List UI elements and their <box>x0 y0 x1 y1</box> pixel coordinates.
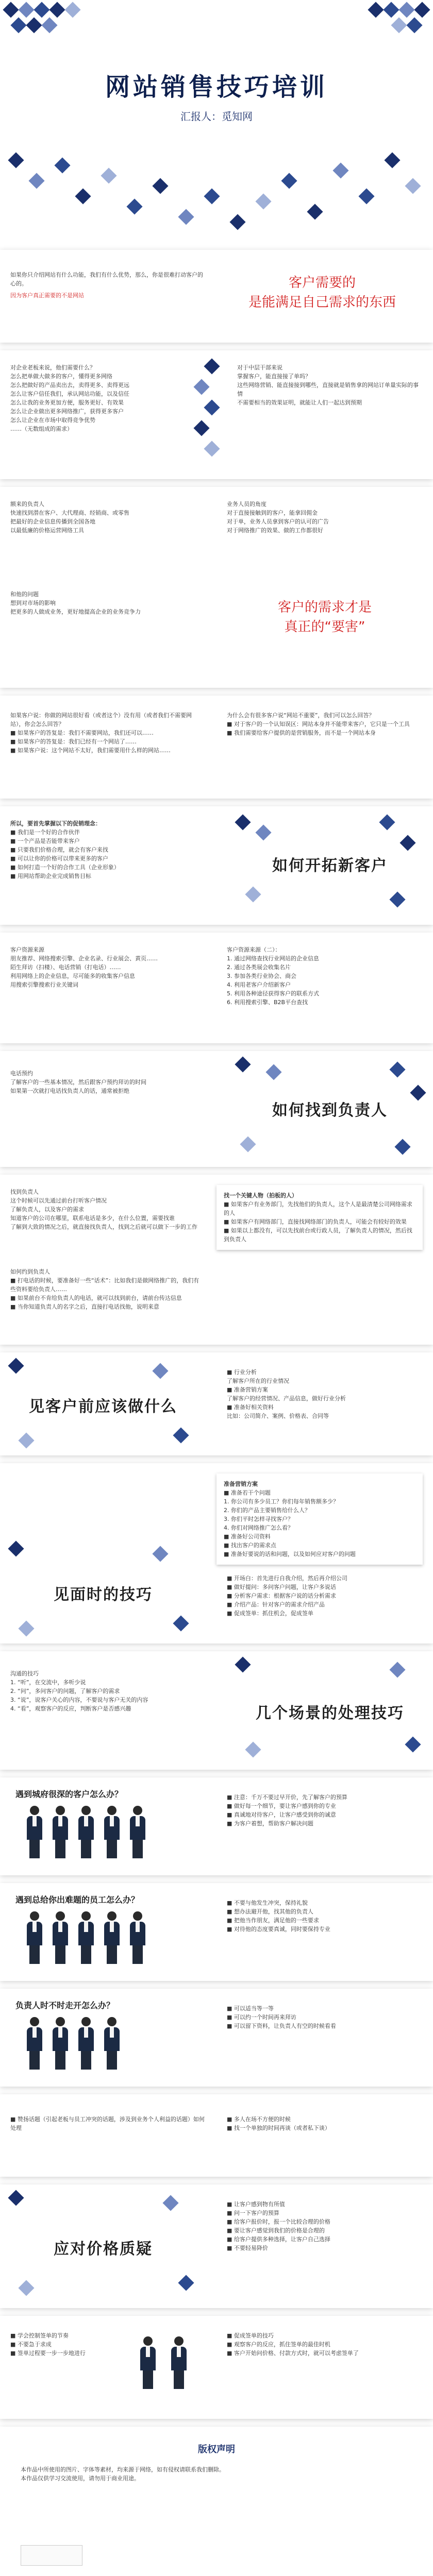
slide10-right-line: ■ 准备好相关资料 <box>227 1404 274 1411</box>
person-figure <box>26 1911 43 1964</box>
slide6-bullet: ■ 可以让你的价格可以带来更多的客户 <box>10 855 108 862</box>
slide11-right-line: 准备营销方案 <box>224 1481 258 1487</box>
slide4-left-line: 额来的负责人 <box>10 501 44 507</box>
slide4-left-line: 快速找到潜在客户、大代理商、经销商、或零售 <box>10 510 129 516</box>
slide3-left-line: ……（无数组成的需求） <box>10 426 73 432</box>
answer-line: ■ 可以留下资料，让负责人有空的时候看看 <box>227 2023 336 2029</box>
intro-line-1: 如果你只介绍网站有什么功能，我们有什么优势，那么，你是很难打动客户的心的。 <box>10 272 203 287</box>
slide4-right <box>227 500 423 535</box>
slide11-right-box <box>216 1473 423 1565</box>
slide17-right-line: ■ 让客户感到物有所值 <box>227 2201 285 2208</box>
slide7-right-line: 客户资源来源（二）： <box>227 946 281 953</box>
slide12-left-line: 2. “问”，多问客户的问题，了解客户的需求 <box>10 1688 120 1694</box>
slide9-right-line: ■ 如果客户有网络部门，直接找网络部门的负责人，可能会有较好的效果 <box>224 1218 407 1225</box>
slide6-bullet: ■ 一个产品是否能带来客户 <box>10 838 80 844</box>
slide17-right-line: ■ 给客户报价时，报一个比较合理的价格 <box>227 2218 330 2225</box>
slide11-right-line: 1. 你公司有多少员工？你们每年销售额多少？ <box>224 1498 339 1505</box>
slide11-right-line: ■ 准备好要说的话和问题，以及如何应对客户的问题 <box>224 1551 356 1557</box>
answer-line: ■ 注意：千万不要过早开价，先了解客户的预算 <box>227 1794 347 1801</box>
slide6-bullet: ■ 用网站帮助企业完成销售目标 <box>10 873 91 879</box>
cover-mosaic-top-left <box>0 0 119 46</box>
slide9-left-b-line: ■ 如果前台不肯给负责人的电话，就可以找到前台，请前台传达信息 <box>10 1295 182 1301</box>
slide3-left-line: 怎么让企业做出更多网络推广，获得更多客户 <box>10 408 124 415</box>
answer-line: ■ 不要与他发生冲突，保持礼貌 <box>227 1900 308 1906</box>
slide6-bullet: ■ 我们是一个好的合作伙伴 <box>10 829 80 836</box>
slide9-right-line: ■ 如果以上都没有，可以先找前台或行政人员，了解负责人的情况，然后找到负责人 <box>224 1227 412 1243</box>
scenario-question: 遇到城府很深的客户怎么办？ <box>15 1789 123 1799</box>
slide-contact-decision-maker <box>0 1175 433 1345</box>
slide18-left-line: ■ 签单过程要一步一步地进行 <box>10 2350 86 2357</box>
slide7-left-line: 客户资源来源 <box>10 946 44 953</box>
slide18-right <box>227 2331 423 2358</box>
slide8-left-line: 如果第一次就打电话找负责人的话，通常被拒绝 <box>10 1088 129 1094</box>
answer-line: ■ 想办法避开他，找其他的负责人 <box>227 1908 313 1915</box>
slide10-right-line: 了解客户的经营情况、产品信息，做好行业分析 <box>227 1395 346 1402</box>
answer-line: ■ 把他当作朋友，满足他的一些要求 <box>227 1917 319 1924</box>
copyright-text <box>21 2465 412 2483</box>
slide-customer-needs <box>0 250 433 343</box>
slide7-right-line: 5. 利用各种途径获得客户的联系方式 <box>227 990 319 997</box>
slide5-right-line: 为什么会有很多客户说“网站不重要”，我们可以怎么回答？ <box>227 712 375 719</box>
slide11-box-2 <box>227 1574 423 1618</box>
slide18-left-line: ■ 学会控制签单的节奏 <box>10 2332 69 2339</box>
cover-mosaic-bottom <box>0 144 433 242</box>
slide7-left-line: 陌生拜访（扫楼）、电话营销（打电话）…… <box>10 964 121 971</box>
slide7-right-line: 2. 通过各类展会收集名片 <box>227 964 291 971</box>
slide5-right-line: ■ 对于客户的一个认知误区：网站本身并不能带来客户，它只是一个工具 <box>227 721 410 727</box>
slide5-right <box>227 711 423 737</box>
slide9-left-line: 知道客户的公司在哪里，联系电话是多少，在什么位置，需要找谁 <box>10 1215 175 1222</box>
slide3-left-line: 怎么让企业在市场中取得竞争优势 <box>10 417 95 423</box>
slide9-right-line: 找一个关键人物（拍板的人） <box>224 1192 297 1199</box>
slide8-left <box>10 1069 196 1095</box>
slide15-answers <box>227 2004 423 2030</box>
slide-new-customers <box>0 806 433 925</box>
slide7-left-line: 用搜索引擎搜索行业关键词 <box>10 981 78 988</box>
slide4-left-line: 以最低廉的价格运营网络工具 <box>10 527 84 534</box>
slide11-box-line: ■ 促成签单：抓住机会，促成签单 <box>227 1610 313 1617</box>
slide7-right-line: 3. 参加各类行业协会、商会 <box>227 973 296 979</box>
slide10-right-line: ■ 准备营销方案 <box>227 1386 268 1393</box>
slide4-right-line: 对于单，业务人员拿到客户的认可的广告 <box>227 518 329 525</box>
scenario-question: 负责人时不时走开怎么办？ <box>15 2001 115 2010</box>
answer-line: ■ 真诚地对待客户，让客户感受到你的诚意 <box>227 1811 336 1818</box>
slide7-right-line: 4. 利用老客户介绍新客户 <box>227 981 291 988</box>
slide17-heading: 应对价格质疑 <box>54 2240 153 2258</box>
copyright-heading: 版权声明 <box>198 2444 235 2455</box>
slide-find-decision-maker <box>0 1051 433 1167</box>
slide17-right-line: ■ 给客户提供多种选择，让客户自己选择 <box>227 2236 330 2243</box>
slide9-left-b-line: ■ 当你知道负责人的名字之后，直接打电话找他，说明来意 <box>10 1303 159 1310</box>
cover-slide <box>0 0 433 242</box>
slide12-left <box>10 1669 201 1713</box>
person-figure <box>52 1806 69 1858</box>
slide4-left-b-line: 想到对市场的影响 <box>10 600 56 606</box>
slide11-right-line: ■ 准备好公司资料 <box>224 1533 271 1540</box>
slide3-left-line: 怎么把做好的产品卖出去，卖得更多、卖得更远 <box>10 382 129 388</box>
person-figure <box>170 2336 188 2389</box>
slide13-answers <box>227 1793 423 1828</box>
slide17-right-line: ■ 要让客户感觉到我们的价格是合理的 <box>227 2227 325 2234</box>
slide3-right-line: 不需要相当的效果证明，就能让人们一起达到预期 <box>237 399 362 406</box>
slide12-left-line: 4. “看”，观察客户的反应，判断客户是否感兴趣 <box>10 1705 131 1712</box>
person-figure <box>77 1911 95 1964</box>
person-figure <box>129 1806 146 1858</box>
slide5-left-line: 如果客户说：你做的网站很好看（或者这个）没有用（或者我们不需要网站），你会怎么回答？ <box>10 712 192 727</box>
person-figure <box>26 1806 43 1858</box>
slide3-left <box>10 363 186 433</box>
answer-line: ■ 可以适当等一等 <box>227 2005 274 2012</box>
slide7-left-line: 朋友推荐、网络搜索引擎、企业名录、行业展会、黄页…… <box>10 955 158 962</box>
slide3-left-line: 怎么让我的业务更加方便，服务更好、有效果 <box>10 399 124 406</box>
slide16-left <box>10 2115 206 2132</box>
slide3-left-line: 怎么让客户信任我们，承认网站功能，以及信任 <box>10 391 129 397</box>
person-figure <box>103 1806 121 1858</box>
slide11-right-line: 3. 你们平时怎样寻找客户？ <box>224 1516 293 1522</box>
copyright-logo <box>21 2545 82 2566</box>
slide18-left <box>10 2331 113 2358</box>
cover-reporter: 汇报人：觅知网 <box>180 110 253 123</box>
slide18-right-line: ■ 客户开始问价格、付款方式时，就可以考虑签单了 <box>227 2350 359 2357</box>
slide11-box-line: ■ 做好提问：多问客户问题，让客户多说话 <box>227 1584 336 1590</box>
slide-scenario-deep-customer <box>0 1777 433 1875</box>
person-figure <box>26 2017 43 2070</box>
intro-line-2: 因为客户真正需要的不是网站 <box>10 292 84 299</box>
slide5-left-line: ■ 如果客户说：这个网站不太好，我们需要用什么样的网站…… <box>10 747 171 754</box>
slide9-right-box <box>216 1185 423 1250</box>
answer-line: ■ 可以约一个时间再来拜访 <box>227 2014 296 2021</box>
slide-scenario-difficult-staff <box>0 1883 433 1981</box>
slide-closing-deal <box>0 2316 433 2419</box>
slide-sensitive-topics <box>0 2094 433 2177</box>
slide5-left <box>10 711 201 755</box>
slide4-left-b-line: 把更多的人做成业务，更好地提高企业的业务竞争力 <box>10 608 141 615</box>
slide11-box-line: ■ 开场白：首先进行自我介绍，然后再介绍公司 <box>227 1575 347 1582</box>
slide7-left <box>10 945 201 989</box>
slide9-left <box>10 1188 201 1231</box>
slide3-right <box>237 363 423 407</box>
slide11-box-line: ■ 介绍产品：针对客户的需求介绍产品 <box>227 1601 325 1608</box>
slide16-left-line: ■ 赞扬话题（引起老板与员工冲突的话题，涉及到业务个人利益的话题）如何处理 <box>10 2116 205 2131</box>
cover-mosaic-top-right <box>314 0 433 46</box>
slide8-left-line: 电话预约 <box>10 1070 33 1077</box>
slide4-quote: 客户的需求才是 真正的“要害” <box>277 600 372 635</box>
slide11-right-line: ■ 准备若干个问题 <box>224 1489 271 1496</box>
slide6-left <box>10 819 196 880</box>
slide11-right-line: ■ 找出客户的需求点 <box>224 1542 276 1549</box>
answer-line: ■ 做好每一个细节，要让客户感到你的专业 <box>227 1803 336 1809</box>
slide9-left-b-line: ■ 打电话的时候，要准备好一些“话术”：比如我们是做网络推广的，我们有些资料要给负责人…… <box>10 1277 199 1293</box>
slide7-right-line: 6. 利用搜索引擎、B2B平台查找 <box>227 999 308 1006</box>
slide-requirements <box>0 487 433 688</box>
slide5-right-line: ■ 我们需要给客户提供的是营销服务，而不是一个网站本身 <box>227 730 376 736</box>
slide4-left-b <box>10 590 180 616</box>
slide12-left-line: 1. “听”，在交流中，多听少说 <box>10 1679 86 1686</box>
slide11-box-line: ■ 分析客户需求：根据客户说的话分析需求 <box>227 1592 336 1599</box>
slide7-right <box>227 945 423 1007</box>
slide18-left-line: ■ 不要急于求成 <box>10 2341 52 2348</box>
people-illustration <box>26 2017 180 2084</box>
slide-price-objection <box>0 2184 433 2308</box>
slide9-left-line: 找到负责人 <box>10 1189 39 1195</box>
slide10-heading: 见客户前应该做什么 <box>29 1398 177 1416</box>
slide4-right-line: 对于直接接触到的客户，能拿回佣金 <box>227 510 318 516</box>
slide10-right-line: ■ 行业分析 <box>227 1369 257 1376</box>
slide11-right-line: 4. 你们对网络推广怎么看？ <box>224 1524 293 1531</box>
slide-before-meeting <box>0 1352 433 1455</box>
slide12-left-line: 沟通的技巧 <box>10 1670 39 1677</box>
slide4-left-b-line: 和他的问题 <box>10 591 39 598</box>
intro-text <box>10 270 206 300</box>
person-figure <box>139 2336 157 2389</box>
slide10-right-line: 了解客户所在的行业情况 <box>227 1378 289 1384</box>
person-figure <box>77 1806 95 1858</box>
slide-meeting-tips <box>0 1463 433 1643</box>
person-figure <box>52 2017 69 2070</box>
slide6-bullet: ■ 只要我们价格合理，就会有客户来找 <box>10 846 108 853</box>
slide3-left-line: 对企业老板来说，他们需要什么？ <box>10 364 95 371</box>
slide3-right-line: 这些网络营销、能直接接到哪些，直接就是销售拿的网站订单量实际的事情 <box>237 382 419 397</box>
slide5-left-line: ■ 如果客户的答复是：我们已经有一个网站了…… <box>10 738 137 745</box>
slide9-left-line: 了解负责人，以及客户的需求 <box>10 1206 84 1213</box>
slide9-left-line: 了解到大致的情况之后，就直接找负责人，找到之后就可以做下一步的工作 <box>10 1224 197 1230</box>
slide4-right-line: 对于网络推广的效果、做的工作都很好 <box>227 527 323 534</box>
slide6-heading: 如何开拓新客户 <box>272 857 388 875</box>
slide8-heading: 如何找到负责人 <box>272 1101 388 1120</box>
slide5-left-line: ■ 如果客户的答复是：我们不需要网站，我们还可以…… <box>10 730 154 736</box>
slide9-left-b <box>10 1267 201 1311</box>
slide-customer-sources <box>0 933 433 1043</box>
slide3-right-line: 掌握客户，能直接接了单吗？ <box>237 373 311 380</box>
answer-line: ■ 对待他的态度要真诚，同时要保持专业 <box>227 1926 330 1933</box>
slide6-bullet: ■ 如何打造一个好的合作工具（企业形象） <box>10 864 120 871</box>
slide18-right-line: ■ 观察客户的反应，抓住签单的最佳时机 <box>227 2341 330 2348</box>
slide-scenario-leaving <box>0 1989 433 2087</box>
slide3-right-line: 对于中层干部来说 <box>237 364 282 371</box>
slide3-left-line: 怎么把单做大做多的客户，懂得更多网络 <box>10 373 112 380</box>
slide17-right <box>227 2200 423 2252</box>
slide-scenarios <box>0 1651 433 1770</box>
slide17-right-line: ■ 问一下客户的预算 <box>227 2210 279 2216</box>
slide4-left <box>10 500 180 535</box>
slide16-right-line: ■ 多人在场不方便的时候 <box>227 2116 291 2123</box>
slide6-intro: 所以，要首先掌握以下的促销理念： <box>10 820 101 827</box>
slide11-right-line: 2. 你们的产品主要销售给什么人？ <box>224 1507 310 1514</box>
slide7-left-line: 利用网络上的企业信息，尽可能多的收集客户信息 <box>10 973 135 979</box>
slide4-right-line: 业务人员的角度 <box>227 501 267 507</box>
answer-line: ■ 为客户着想，帮助客户解决问题 <box>227 1820 313 1827</box>
slide8-left-line: 了解客户的一些基本情况，然后跟客户预约拜访的时间 <box>10 1079 146 1086</box>
person-figure <box>103 2017 121 2070</box>
slide-objections <box>0 696 433 799</box>
cover-title: 网站销售技巧培训 <box>105 73 328 101</box>
copyright-line: 本作品中所使用的图片、字体等素材，均来源于网络，如有侵权请联系我们删除。 <box>21 2466 225 2473</box>
slide-boss-needs <box>0 350 433 479</box>
person-figure <box>52 1911 69 1964</box>
slide11-heading: 见面时的技巧 <box>54 1586 153 1604</box>
slide12-left-line: 3. “说”，说客户关心的内容，不要说与客户无关的内容 <box>10 1697 148 1703</box>
people-illustration <box>26 1806 180 1873</box>
person-figure <box>103 1911 121 1964</box>
slide4-left-line: 把最好的企业信息传播到全国各地 <box>10 518 95 525</box>
slide17-right-line: ■ 不要轻易降价 <box>227 2245 268 2251</box>
scenario-question: 遇到总给你出难题的员工怎么办？ <box>15 1895 140 1905</box>
slide7-right-line: 1. 通过网络查找行业网站的企业信息 <box>227 955 319 962</box>
person-figure <box>129 1911 146 1964</box>
slide10-right <box>227 1368 423 1420</box>
slide16-right-line: ■ 找一个单独的时间再谈（或者私下谈） <box>227 2125 330 2131</box>
handshake-illustration <box>134 2336 211 2414</box>
people-illustration <box>26 1911 180 1978</box>
slide18-right-line: ■ 促成签单的技巧 <box>227 2332 274 2339</box>
slide14-answers <box>227 1899 423 1934</box>
slide-copyright <box>0 2427 433 2576</box>
slide16-right <box>227 2115 423 2132</box>
needs-quote: 客户需要的 是能满足自己需求的东西 <box>248 275 396 310</box>
slide10-right-line: 比如：公司简介、案例、价格表、合同等 <box>227 1413 329 1419</box>
slide12-heading: 几个场景的处理技巧 <box>256 1704 404 1722</box>
copyright-line: 本作品仅供学习交流使用，请勿用于商业用途。 <box>21 2475 140 2482</box>
person-figure <box>77 2017 95 2070</box>
slide9-right-line: ■ 如果客户有业务部门，先找他们的负责人，这个人是最清楚公司网络需求的人 <box>224 1201 412 1216</box>
slide9-left-line: 这个时候可以先通过前台打听客户情况 <box>10 1197 107 1204</box>
slide9-left-b-line: 如何约到负责人 <box>10 1268 50 1275</box>
